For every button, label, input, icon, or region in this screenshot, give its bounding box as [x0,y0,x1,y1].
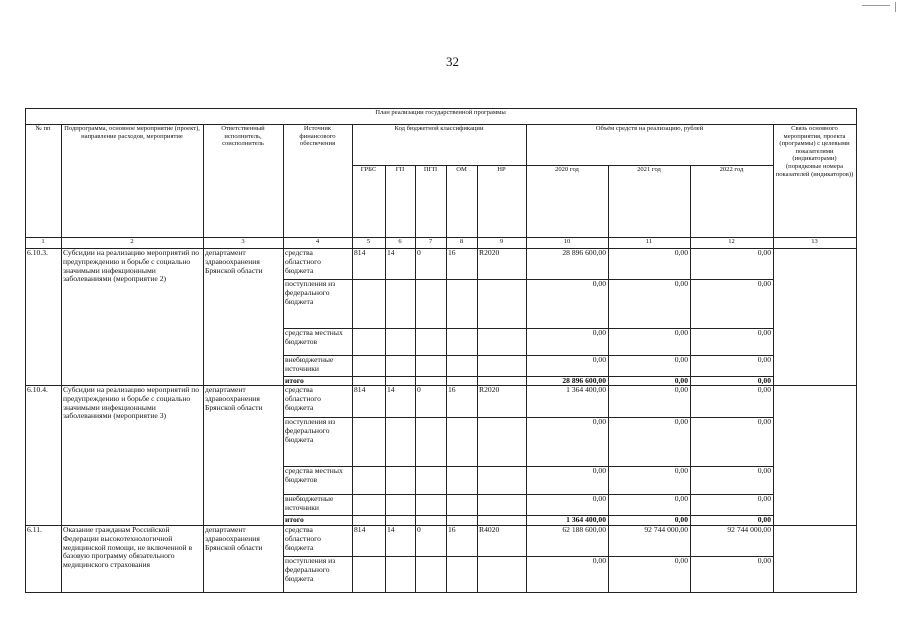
amount-2020: 0,00 [592,556,606,565]
code-pgp [415,376,446,385]
code-pgp [415,494,446,515]
code-pgp [415,515,446,525]
amount-2020: 28 896 600,00 [562,248,606,257]
code-np: R4020 [479,525,500,534]
funding-source: итого [285,515,304,524]
code-grbs: 814 [354,525,366,534]
responsible-executor: департамент здравоохранения Брянской области [205,248,263,275]
amount-2021: 0,00 [674,417,688,426]
code-np [477,279,526,328]
funding-source: средства областного бюджета [285,385,321,412]
code-np [477,355,526,376]
amount-2022: 0,00 [757,515,771,524]
code-grbs [352,417,385,466]
amount-2022: 0,00 [757,248,771,257]
funding-source: внебюджетные источники [285,494,334,512]
code-om [446,376,477,385]
header-source: Источник финансового обеспечения [299,125,336,148]
header-y2022: 2022 год [719,166,744,173]
amount-2020: 28 896 600,00 [562,376,606,385]
column-number: 5 [366,238,371,245]
column-number: 7 [428,238,433,245]
amount-2021: 0,00 [674,494,688,503]
code-gp [385,494,415,515]
amount-2021: 0,00 [674,376,688,385]
amount-2022: 0,00 [757,417,771,426]
header-y2020: 2020 год [555,166,579,173]
code-gp [385,466,415,494]
activity-name: Оказание гражданам Российской Федерации высокотехнологичной медицинской помощи, не включенной в базовую программу обязательного медицинского страхования [63,525,193,570]
page-number: 32 [446,54,459,69]
code-om [446,417,477,466]
amount-2020: 0,00 [592,494,606,503]
code-pgp [415,556,446,592]
code-om: 16 [448,248,456,257]
code-np [477,328,526,355]
code-grbs [352,279,385,328]
code-grbs: 814 [354,248,366,257]
code-gp [385,279,415,328]
activity-name: Субсидии на реализацию мероприятий по предупреждению и борьбе с социально значимыми инфекционными заболеваниями (мероприятие 2) [63,248,200,284]
code-om [446,466,477,494]
row-number: 6.11. [27,525,42,534]
code-np [477,466,526,494]
code-pgp: 0 [417,248,421,257]
header-volume: Объём средств на реализацию, рублей [595,125,704,132]
code-np [477,417,526,466]
funding-source: средства местных бюджетов [285,466,343,484]
scan-mark [895,2,896,12]
funding-source: итого [285,376,304,385]
amount-2022: 0,00 [757,376,771,385]
header-name: Подпрограмма, основное мероприятие (проект), направление расходов, мероприятие [64,125,200,140]
column-number: 2 [130,238,134,245]
code-om [446,515,477,525]
code-om: 16 [448,385,456,394]
scan-mark [862,5,890,6]
column-number: 8 [459,238,464,245]
code-gp: 14 [387,385,395,394]
table-border-bottom [25,592,856,593]
amount-2021: 0,00 [674,385,688,394]
column-number: 12 [728,238,735,245]
code-pgp: 0 [417,525,421,534]
code-grbs [352,355,385,376]
code-grbs [352,466,385,494]
column-number: 11 [645,238,653,245]
column-number: 9 [499,238,504,245]
code-np [477,515,526,525]
amount-2022: 0,00 [757,556,771,565]
code-gp [385,515,415,525]
code-om [446,328,477,355]
funding-source: поступления из федерального бюджета [285,279,336,306]
amount-2021: 0,00 [674,328,688,337]
header-y2021: 2021 год [637,166,661,173]
amount-2022: 92 744 000,00 [727,525,771,534]
code-np [477,556,526,592]
amount-2022: 0,00 [757,494,771,503]
code-om [446,279,477,328]
code-gp: 14 [387,525,395,534]
funding-source: поступления из федерального бюджета [285,556,336,583]
amount-2021: 0,00 [674,515,688,524]
amount-2021: 0,00 [674,556,688,565]
header-om: ОМ [456,166,467,173]
amount-2020: 1 364 400,00 [566,385,606,394]
code-pgp [415,466,446,494]
table-border-right [856,108,857,593]
amount-2022: 0,00 [757,385,771,394]
code-grbs: 814 [354,385,366,394]
code-pgp [415,355,446,376]
table-title: План реализации государственной программы [375,109,506,116]
code-gp [385,328,415,355]
amount-2020: 0,00 [592,417,606,426]
column-number: 3 [241,238,245,245]
code-np [477,494,526,515]
funding-source: внебюджетные источники [285,355,334,373]
code-np: R2020 [479,385,500,394]
header-grbs: ГРБС [360,166,377,173]
amount-2020: 0,00 [592,466,606,475]
code-pgp [415,279,446,328]
amount-2020: 0,00 [592,355,606,364]
amount-2020: 0,00 [592,328,606,337]
code-om: 16 [448,525,456,534]
header-responsible: Ответственный исполнитель, соисполнитель [221,125,265,148]
amount-2022: 0,00 [757,355,771,364]
column-number: 13 [811,238,818,245]
row-number: 6.10.4. [27,385,48,394]
funding-source: поступления из федерального бюджета [285,417,336,444]
funding-source: средства областного бюджета [285,248,321,275]
column-number: 1 [41,238,45,245]
amount-2021: 0,00 [674,355,688,364]
code-om [446,355,477,376]
header-gp: ГП [395,166,405,173]
row-number: 6.10.3. [27,248,48,257]
header-num: № пп [35,125,51,132]
code-gp [385,355,415,376]
funding-source: средства местных бюджетов [285,328,343,346]
amount-2020: 62 188 600,00 [562,525,606,534]
amount-2021: 0,00 [674,279,688,288]
amount-2022: 0,00 [757,279,771,288]
funding-source: средства областного бюджета [285,525,321,552]
header-kbk: Код бюджетной классификации [394,125,484,132]
code-grbs [352,556,385,592]
activity-name: Субсидии на реализацию мероприятий по предупреждению и борьбе с социально значимыми инфекционными заболеваниями (мероприятие 3) [63,385,200,421]
code-grbs [352,376,385,385]
code-pgp [415,417,446,466]
code-pgp [415,328,446,355]
code-gp [385,556,415,592]
amount-2021: 0,00 [674,248,688,257]
code-gp [385,417,415,466]
responsible-executor: департамент здравоохранения Брянской области [205,385,263,412]
code-grbs [352,494,385,515]
code-grbs [352,328,385,355]
code-pgp: 0 [417,385,421,394]
code-om [446,494,477,515]
column-number: 6 [398,238,402,245]
amount-2020: 1 364 400,00 [566,515,606,524]
amount-2020: 0,00 [592,279,606,288]
amount-2021: 92 744 000,00 [644,525,688,534]
responsible-executor: департамент здравоохранения Брянской области [205,525,263,552]
header-link: Связь основного мероприятия, проекта (программы) с целевыми показателями (индикаторами) (порядковые номера показателей (индикаторов)) [775,125,854,178]
amount-2022: 0,00 [757,466,771,475]
amount-2021: 0,00 [674,466,688,475]
code-np [477,376,526,385]
code-gp [385,376,415,385]
code-np: R2020 [479,248,500,257]
code-grbs [352,515,385,525]
header-np: НР [497,166,506,173]
column-number: 10 [563,238,571,245]
code-gp: 14 [387,248,395,257]
code-om [446,556,477,592]
header-pgp: ПГП [423,166,438,173]
column-number: 4 [315,238,320,245]
amount-2022: 0,00 [757,328,771,337]
